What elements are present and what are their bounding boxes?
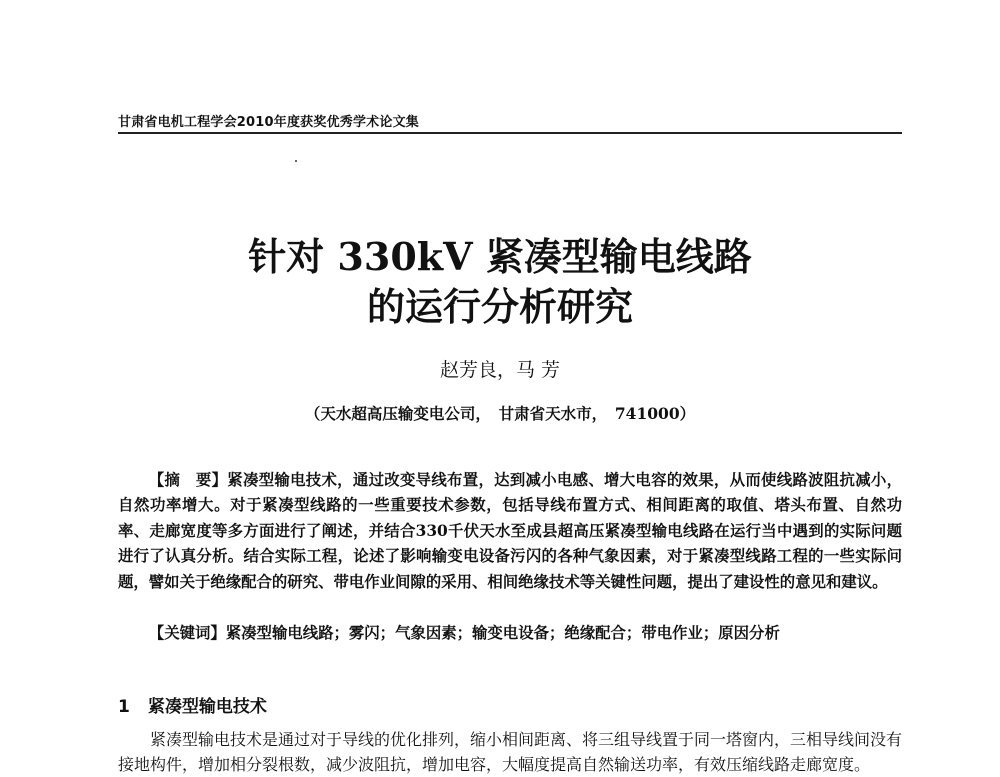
section-body-paragraph: 紧凑型输电技术是通过对于导线的优化排列，缩小相间距离、将三组导线置于同一塔窗内，三相导线间没有接地构件，增加相分裂根数，减少波阻抗，增加电容，大幅度提高自然输送功率，有效压缩线路走廊宽度。 bbox=[118, 730, 903, 774]
abstract-text: 紧凑型输电技术，通过改变导线布置，达到减小电感、增大电容的效果，从而使线路波阻抗减小，自然功率增大。对于紧凑型线路的一些重要技术参数，包括导线布置方式、相间距离的取值、塔头布置、自然功率、走廊宽度等多方面进行了阐述，并结合330千伏天水至成县超高压紧凑型输电线路在运行当中遇到的实际问题进行了认真分析。结合实际工程，论述了影响输变电设备污闪的各种气象因素，对于紧凑型线路工程的一些实际问题，譬如关于绝缘配合的研究、带电作业间隙的采用、相间绝缘技术等关键性问题，提出了建设性的意见和建议。 bbox=[118, 471, 902, 591]
header-rule bbox=[118, 132, 902, 134]
keywords bbox=[118, 621, 902, 646]
scan-speck bbox=[295, 160, 297, 162]
authors: 赵芳良，马 芳 bbox=[439, 359, 561, 381]
keywords-text: 紧凑型输电线路；雾闪；气象因素；输变电设备；绝缘配合；带电作业；原因分析 bbox=[225, 624, 780, 642]
paper-title-line-2: 的运行分析研究 bbox=[366, 284, 633, 329]
affiliation: （天水超高压输变电公司， 甘肃省天水市， 741000） bbox=[304, 404, 696, 423]
keywords-label: 【关键词】 bbox=[148, 624, 226, 642]
abstract bbox=[118, 468, 902, 595]
abstract-label: 【摘 要】 bbox=[148, 471, 228, 489]
section-number: 1 bbox=[118, 697, 130, 717]
paper-title bbox=[0, 232, 1000, 332]
section-title: 紧凑型输电技术 bbox=[147, 697, 267, 717]
paper-title-line-1: 针对 330kV 紧凑型输电线路 bbox=[248, 234, 752, 279]
running-header: 甘肃省电机工程学会2010年度获奖优秀学术论文集 bbox=[118, 115, 419, 130]
section-heading bbox=[118, 692, 267, 717]
